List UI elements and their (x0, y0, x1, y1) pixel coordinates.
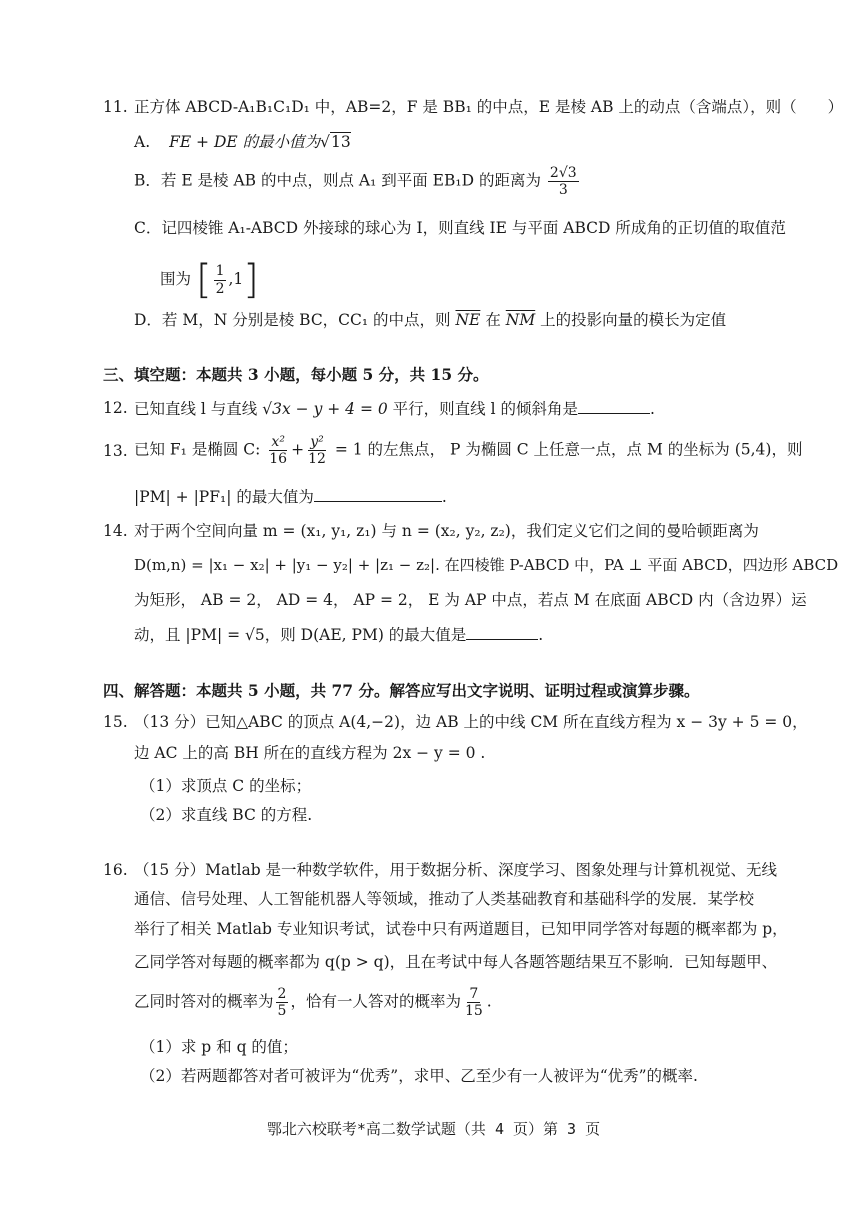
q15-line2: 边 AC 上的高 BH 所在的直线方程为 2x − y = 0 . (134, 744, 486, 762)
q14-line1: 对于两个空间向量 m = (x₁, y₁, z₁) 与 n = (x₂, y₂, z₂)，我们定义它们之间的曼哈顿距离为 (134, 522, 759, 540)
option-c-text: 围为 (160, 270, 192, 288)
answer-blank (314, 487, 442, 502)
q12-expression: √3x − y + 4 = 0 (262, 400, 388, 418)
option-b-text: B．若 E 是棱 AB 的中点，则点 A₁ 到平面 EB₁D 的距离为 (134, 171, 541, 190)
q13-number: 13. (103, 442, 128, 460)
q16-line2: 通信、信号处理、人工智能机器人等领域，推动了人类基础教育和基础科学的发展．某学校 (134, 890, 755, 908)
answer-blank (578, 399, 650, 414)
q14-line4 (134, 625, 543, 645)
fraction-denominator: 15 (464, 1003, 483, 1020)
option-a-text: FE + DE 的最小值为 (169, 133, 321, 151)
fraction-numerator: x² (271, 434, 285, 450)
right-bracket-icon: ] (243, 257, 259, 303)
q11-option-d (134, 311, 726, 330)
x-fraction (267, 434, 289, 467)
q11-stem: 正方体 ABCD-A₁B₁C₁D₁ 中，AB=2，F 是 BB₁ 的中点，E 是棱 AB 上的动点（含端点），则（ ） (134, 98, 844, 116)
fraction-numerator: 1 (215, 263, 225, 280)
fraction-seven-fifteenths (463, 986, 485, 1019)
q15-line1: （13 分）已知△ABC 的顶点 A(4,−2)，边 AB 上的中线 CM 所在直线方程为 x − 3y + 5 = 0， (134, 713, 808, 731)
fraction-denominator: 3 (558, 182, 568, 199)
q12-end: . (649, 400, 655, 418)
q15-sub1: （1）求顶点 C 的坐标； (140, 777, 312, 795)
option-c-end: ,1 (228, 270, 244, 288)
option-a-value: 13 (331, 133, 351, 151)
q11-option-b (134, 165, 581, 198)
q16-line5c: . (486, 992, 492, 1011)
vector-nm: $\overline{NM}$ (505, 311, 536, 329)
option-c-fraction (214, 263, 227, 296)
q16-line5a: 乙同时答对的概率为 (134, 992, 274, 1011)
q12-text-a: 已知直线 l 与直线 (134, 400, 263, 418)
sqrt-icon: √ (320, 133, 331, 151)
answer-blank (466, 625, 538, 640)
q16-sub1: （1）求 p 和 q 的值； (140, 1038, 298, 1056)
q12-text (134, 399, 655, 419)
page-footer: 鄂北六校联考*高二数学试题（共 4 页）第 3 页 (266, 1120, 601, 1138)
q11-number: 11. (103, 98, 128, 116)
option-a-label: A. (134, 133, 151, 151)
q11-option-c-line1: C．记四棱锥 A₁-ABCD 外接球的球心为 I，则直线 IE 与平面 ABCD 所成角的正切值的取值范 (134, 219, 786, 237)
q15-sub2: （2）求直线 BC 的方程. (140, 806, 313, 824)
q11-option-c-line2 (160, 256, 259, 304)
plus-sign: + (291, 440, 305, 459)
fraction-denominator: 12 (308, 451, 326, 468)
section-3-heading: 三、填空题：本题共 3 小题，每小题 5 分，共 15 分。 (103, 365, 489, 384)
q12-text-b: 平行，则直线 l 的倾斜角是 (387, 400, 578, 418)
q16-line3: 举行了相关 Matlab 专业知识考试，试卷中只有两道题目，已知甲同学答对每题的概率都为 p， (134, 920, 788, 938)
q15-number: 15. (103, 713, 128, 731)
vector-ne: $\overline{NE}$ (455, 311, 481, 329)
q14-line4-text: 动，且 |PM| = √5，则 D(AE, PM) 的最大值是 (134, 626, 467, 644)
q14-line2: D(m,n) = |x₁ − x₂| + |y₁ − y₂| + |z₁ − z₂|. 在四棱锥 P-ABCD 中，PA ⊥ 平面 ABCD，四边形 ABCD (134, 556, 839, 574)
q14-line3: 为矩形， AB = 2， AD = 4， AP = 2， E 为 AP 中点，若点 M 在底面 ABCD 内（含边界）运 (134, 591, 807, 609)
q16-line5 (134, 986, 492, 1019)
q16-line4: 乙同学答对每题的概率都为 q(p > q)，且在考试中每人各题答题结果互不影响．已知每题甲、 (134, 953, 778, 971)
q13-end: . (441, 488, 447, 506)
fraction-numerator: y² (310, 434, 324, 450)
option-d-text-a: D．若 M，N 分别是棱 BC，CC₁ 的中点，则 (134, 311, 451, 329)
left-bracket-icon: [ (195, 257, 212, 303)
q13-line1 (134, 434, 802, 467)
option-b-fraction (548, 165, 579, 198)
q13-eq: = 1 的左焦点， P 为椭圆 C 上任意一点，点 M 的坐标为 (5,4)，则 (334, 440, 803, 459)
section-4-heading: 四、解答题：本题共 5 小题，共 77 分。解答应写出文字说明、证明过程或演算步骤。 (103, 681, 700, 700)
fraction-numerator: 2√3 (549, 165, 577, 181)
q11-option-a (134, 133, 351, 152)
q14-end: . (538, 626, 544, 644)
q13-line2-text: |PM| + |PF₁| 的最大值为 (134, 488, 314, 506)
q12-number: 12. (103, 399, 128, 417)
q16-number: 16. (103, 861, 128, 879)
q13-text-a: 已知 F₁ 是椭圆 C: (134, 440, 266, 459)
option-d-text-b: 在 (485, 311, 501, 329)
q13-line2 (134, 487, 447, 507)
fraction-denominator: 16 (269, 451, 288, 468)
y-fraction (306, 434, 328, 467)
fraction-two-fifths (276, 986, 289, 1019)
fraction-numerator: 7 (469, 986, 479, 1002)
q14-number: 14. (103, 522, 128, 540)
fraction-denominator: 2 (215, 280, 225, 297)
q16-line1: （15 分）Matlab 是一种数学软件，用于数据分析、深度学习、图象处理与计算机视觉、无线 (134, 861, 778, 879)
fraction-numerator: 2 (277, 986, 287, 1002)
fraction-denominator: 5 (277, 1003, 287, 1020)
q16-sub2: （2）若两题都答对者可被评为“优秀”，求甲、乙至少有一人被评为“优秀”的概率. (140, 1067, 698, 1085)
q16-line5b: ，恰有一人答对的概率为 (290, 992, 461, 1011)
option-d-text-c: 上的投影向量的模长为定值 (540, 311, 727, 329)
